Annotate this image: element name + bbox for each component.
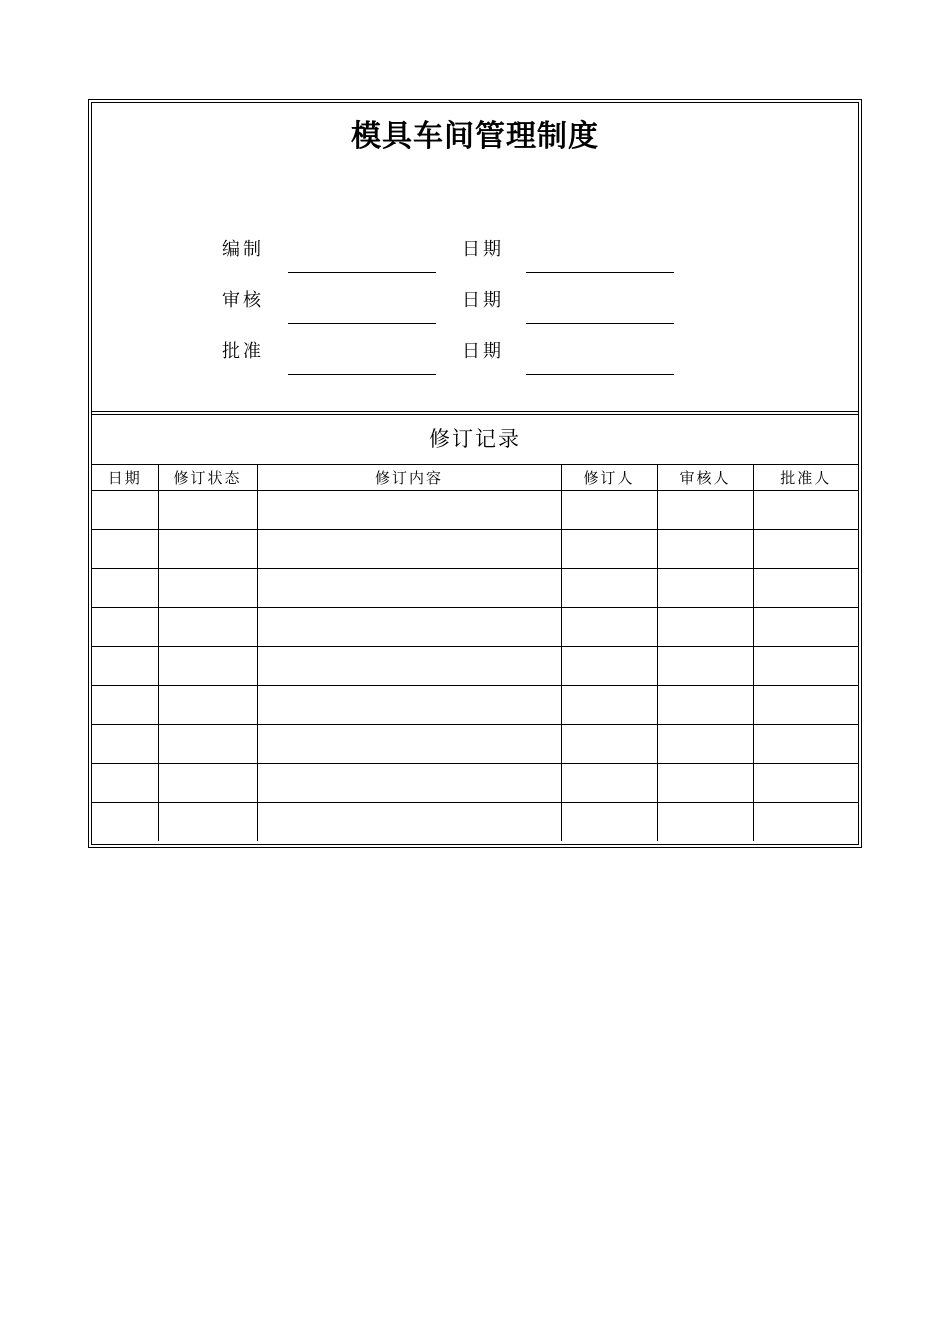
table-cell[interactable] (257, 647, 561, 686)
signoff-row-reviewer (92, 286, 858, 326)
signoff-date-label: 日期 (462, 290, 504, 311)
signoff-date-label: 日期 (462, 239, 504, 260)
table-cell[interactable] (92, 686, 158, 725)
table-cell[interactable] (92, 530, 158, 569)
table-cell[interactable] (753, 686, 858, 725)
signoff-role-label: 审核 (222, 290, 264, 311)
table-cell[interactable] (561, 491, 657, 530)
table-cell[interactable] (657, 530, 753, 569)
table-cell[interactable] (92, 647, 158, 686)
table-cell[interactable] (257, 686, 561, 725)
table-cell[interactable] (753, 803, 858, 842)
table-cell[interactable] (753, 647, 858, 686)
revision-table-body (92, 491, 858, 842)
signoff-date-line[interactable] (526, 323, 674, 324)
table-cell[interactable] (657, 764, 753, 803)
table-cell[interactable] (657, 725, 753, 764)
table-cell[interactable] (158, 530, 257, 569)
column-header-approver: 批准人 (753, 465, 858, 491)
document-inner-frame (91, 102, 859, 845)
table-cell[interactable] (753, 569, 858, 608)
signoff-date-line[interactable] (526, 374, 674, 375)
revision-record-table (92, 465, 858, 841)
table-cell[interactable] (561, 647, 657, 686)
table-cell[interactable] (257, 530, 561, 569)
table-cell[interactable] (561, 725, 657, 764)
table-cell[interactable] (657, 686, 753, 725)
table-cell[interactable] (753, 764, 858, 803)
document-title: 模具车间管理制度 (351, 119, 599, 154)
column-header-date: 日期 (92, 465, 158, 491)
table-row (92, 647, 858, 686)
table-cell[interactable] (92, 764, 158, 803)
column-header-reviser: 修订人 (561, 465, 657, 491)
table-cell[interactable] (158, 569, 257, 608)
table-cell[interactable] (657, 647, 753, 686)
table-cell[interactable] (753, 725, 858, 764)
table-cell[interactable] (561, 764, 657, 803)
table-cell[interactable] (92, 491, 158, 530)
signoff-name-line[interactable] (288, 323, 436, 324)
table-cell[interactable] (158, 491, 257, 530)
table-cell[interactable] (257, 725, 561, 764)
table-row (92, 569, 858, 608)
table-cell[interactable] (92, 569, 158, 608)
table-row (92, 764, 858, 803)
table-row (92, 725, 858, 764)
table-cell[interactable] (92, 803, 158, 842)
table-cell[interactable] (257, 608, 561, 647)
column-header-reviewer: 审核人 (657, 465, 753, 491)
table-cell[interactable] (257, 491, 561, 530)
table-cell[interactable] (753, 608, 858, 647)
table-cell[interactable] (561, 803, 657, 842)
table-cell[interactable] (657, 608, 753, 647)
table-cell[interactable] (657, 569, 753, 608)
signoff-row-approver (92, 337, 858, 377)
table-cell[interactable] (257, 803, 561, 842)
table-cell[interactable] (158, 608, 257, 647)
signoff-name-line[interactable] (288, 374, 436, 375)
table-cell[interactable] (657, 803, 753, 842)
column-header-content: 修订内容 (257, 465, 561, 491)
signoff-date-label: 日期 (462, 341, 504, 362)
revision-record-title: 修订记录 (92, 414, 858, 465)
table-cell[interactable] (257, 569, 561, 608)
table-cell[interactable] (158, 686, 257, 725)
table-cell[interactable] (753, 491, 858, 530)
table-cell[interactable] (92, 725, 158, 764)
table-row (92, 530, 858, 569)
table-cell[interactable] (158, 764, 257, 803)
document-frame (88, 99, 862, 848)
signoff-role-label: 编制 (222, 239, 264, 260)
column-header-status: 修订状态 (158, 465, 257, 491)
table-cell[interactable] (92, 608, 158, 647)
table-row (92, 491, 858, 530)
table-cell[interactable] (561, 608, 657, 647)
table-row (92, 686, 858, 725)
table-cell[interactable] (753, 530, 858, 569)
table-cell[interactable] (158, 803, 257, 842)
revision-header-row (92, 465, 858, 491)
signoff-name-line[interactable] (288, 272, 436, 273)
table-cell[interactable] (561, 569, 657, 608)
signoff-role-label: 批准 (222, 341, 264, 362)
table-cell[interactable] (657, 491, 753, 530)
table-cell[interactable] (561, 530, 657, 569)
signoff-row-author (92, 235, 858, 275)
table-cell[interactable] (158, 647, 257, 686)
table-cell[interactable] (561, 686, 657, 725)
table-cell[interactable] (257, 764, 561, 803)
table-row (92, 608, 858, 647)
table-cell[interactable] (158, 725, 257, 764)
signoff-date-line[interactable] (526, 272, 674, 273)
table-row (92, 803, 858, 842)
